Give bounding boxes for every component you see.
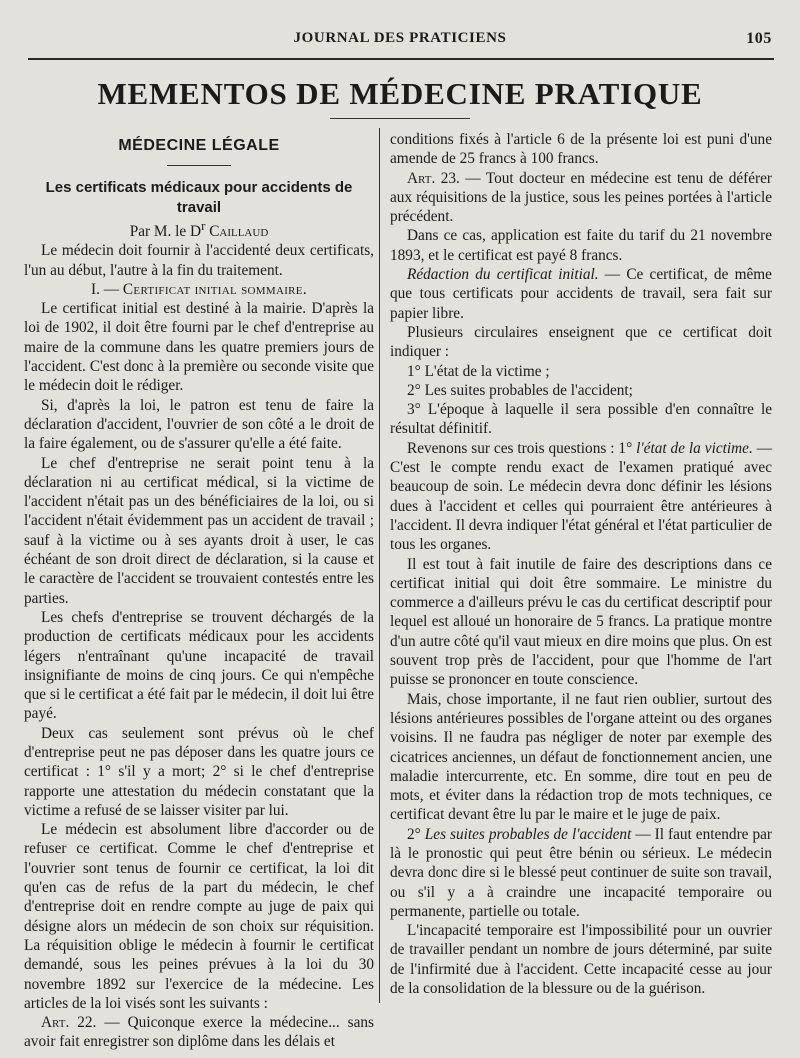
article-label: Art. 22. xyxy=(41,1014,97,1032)
section-heading: MÉDECINE LÉGALE xyxy=(118,137,280,154)
paragraph: Deux cas seulement sont prévus où le chef d'entreprise peut ne pas déposer dans les quatre jours ce certificat : 1° s'il y a mort; 2° si le chef d'entreprise rapporte une attestation du médecin constatant que la victime a refusé de se laisser visiter par lui. xyxy=(24,724,374,819)
list-item: 1° L'état de la victime ; xyxy=(407,362,550,380)
article-text: — Quiconque exerce la médecine... sans avoir fait enregistrer son diplôme dans les délais et xyxy=(24,1014,374,1051)
author-name: Caillaud xyxy=(209,222,269,240)
paragraph: conditions fixés à l'article 6 de la présente loi est puni d'une amende de 25 francs à 100 francs. xyxy=(390,131,772,168)
paragraph: Les chefs d'entreprise se trouvent déchargés de la production de certificats médicaux pour les accidents légers n'entraînant qu'une incapacité de travail insignifiante de moins de cinq jours. Ce qui n'empêche que si le certificat a été fait par le médecin, il doit lui être payé. xyxy=(24,608,374,723)
page-title: MEMENTOS DE MÉDECINE PRATIQUE xyxy=(97,76,703,111)
byline xyxy=(24,217,374,241)
subheading xyxy=(24,280,374,299)
paragraph-prefix: Revenons sur ces trois questions : 1° xyxy=(407,439,637,457)
italic-lead: Rédaction du certificat initial. xyxy=(407,266,599,284)
subheading-text: Certificat initial sommaire. xyxy=(122,280,307,298)
byline-sup: r xyxy=(201,218,206,233)
paragraph: Plusieurs circulaires enseignent que ce certificat doit indiquer : xyxy=(390,323,772,361)
paragraph: Le médecin est absolument libre d'accorder ou de refuser ce certificat. Comme le chef d'entreprise et l'ouvrier sont tenus de fournir ce certificat, la loi dit qu'en cas de refus de la part du médecin, le chef d'entreprise doit en rendre compte au juge de paix qui désigne alors un médecin de son choix sur réquisition. La réquisition oblige le médecin à fournir le certificat demandé, sous les peines prévues à la loi du 30 novembre 1892 sur l'exercice de la médecine. Les articles de la loi visés sont les suivants : xyxy=(24,821,374,1012)
paragraph: Si, d'après la loi, le patron est tenu de faire la déclaration d'accident, l'ouvrier de son côté a le droit de la faire également, ou de s'assurer qu'elle a été faite. xyxy=(24,396,374,453)
list-item: 2° Les suites probables de l'accident; xyxy=(407,381,633,399)
article-22-paragraph xyxy=(24,1013,374,1052)
intro-paragraph: Le médecin doit fournir à l'accidenté deux certificats, l'un au début, l'autre à la fin du traitement. xyxy=(24,242,374,279)
left-column xyxy=(24,130,374,1052)
list-item: 3° L'époque à laquelle il sera possible d'en connaître le résultat définitif. xyxy=(390,401,772,438)
paragraph: L'incapacité temporaire est l'impossibilité pour un ouvrier de travailler pendant un nombre de jours déterminé, par suite de l'infirmité due à l'accident. Cette incapacité cesse au jour de la consolidation de la blessure ou de la guérison. xyxy=(390,922,772,998)
article-label: Art. 23. xyxy=(407,169,460,187)
page-number: 105 xyxy=(746,30,772,47)
paragraph: Dans ce cas, application est faite du tarif du 21 novembre 1893, et le certificat est payé 8 francs. xyxy=(390,227,772,264)
right-column xyxy=(390,130,772,998)
italic-lead: Les suites probables de l'accident xyxy=(424,825,632,843)
suites-paragraph xyxy=(390,825,772,921)
section-rule xyxy=(167,165,231,166)
byline-prefix: Par M. le D xyxy=(129,222,202,240)
article-text: — Tout docteur en médecine est tenu de déférer aux réquisitions de la justice, sous les peines portées à l'article précédent. xyxy=(390,169,772,226)
redaction-paragraph xyxy=(390,265,772,323)
paragraph-text: — C'est le compte rendu exact de l'examen pratiqué avec beaucoup de soin. Le médecin devra donc définir les lésions dues à l'accident et celles qui pourraient être antérieures à l'accident. Il devra indiquer l'état général et l'état particulier de tous les organes. xyxy=(390,439,773,554)
subheading-number: I. — xyxy=(91,280,120,298)
header-rule xyxy=(28,58,774,60)
column-divider xyxy=(379,128,380,1003)
article-title: Les certificats médicaux pour accidents de travail xyxy=(45,179,353,216)
etat-paragraph xyxy=(390,439,772,555)
paragraph-text: — Ce certificat, de même que tous certificats pour accidents de travail, sera fait sur papier libre. xyxy=(390,266,772,322)
article-23-paragraph xyxy=(390,169,772,227)
title-rule xyxy=(330,118,470,119)
paragraph: Le certificat initial est destiné à la mairie. D'après la loi de 1902, il doit être fourni par le chef d'entreprise au maire de la commune dans les quatre premiers jours de l'accident. C'est donc à la première ou seconde visite que le médecin doit le rédiger. xyxy=(24,300,374,395)
italic-lead: l'état de la victime. xyxy=(636,439,753,457)
paragraph: Mais, chose importante, il ne faut rien oublier, surtout des lésions antérieures possibles de l'organe atteint ou des organes voisins. Il ne faudra pas négliger de noter par exemple des cicatrices anciennes, un défaut de fonctionnement ancien, une maladie intercurrente, etc. En somme, dire tout en peu de mots, et éviter dans la rédaction trop de mots techniques, ce certificat devant être lu par le maire et le juge de paix. xyxy=(390,690,772,824)
paragraph: Le chef d'entreprise ne serait point tenu à la déclaration ni au certificat médical, si la victime de l'accident n'était pas un des bénéficiaires de la loi, ou si l'accident n'était évidemment pas un accident de travail ; sauf à la victime ou à ses ayants droit à user, le cas échéant de son droit direct de déclaration, si la cause et le caractère de l'accident se trouvaient contestés entre les parties. xyxy=(24,454,374,607)
running-header xyxy=(28,30,772,50)
paragraph-text: — Il faut entendre par là le pronostic qui peut être bénin ou sérieux. Le médecin devra donc dire si le blessé peut continuer de suite son travail, ou s'il y a à craindre une incapacité temporaire ou permanente, partielle ou totale. xyxy=(390,825,772,920)
paragraph: Il est tout à fait inutile de faire des descriptions dans ce certificat initial qui doit être sommaire. Le ministre du commerce a d'ailleurs prévu le cas du certificat descriptif pour lequel est alloué un honoraire de 5 francs. La pratique montre d'un autre côté qu'il vaut mieux en dire moins que plus. On est souvent trop près de l'accident, pour que l'homme de l'art puisse se prononcer en toute conscience. xyxy=(390,555,772,689)
journal-name: JOURNAL DES PRATICIENS xyxy=(293,30,507,46)
paragraph-prefix: 2° xyxy=(407,825,425,843)
